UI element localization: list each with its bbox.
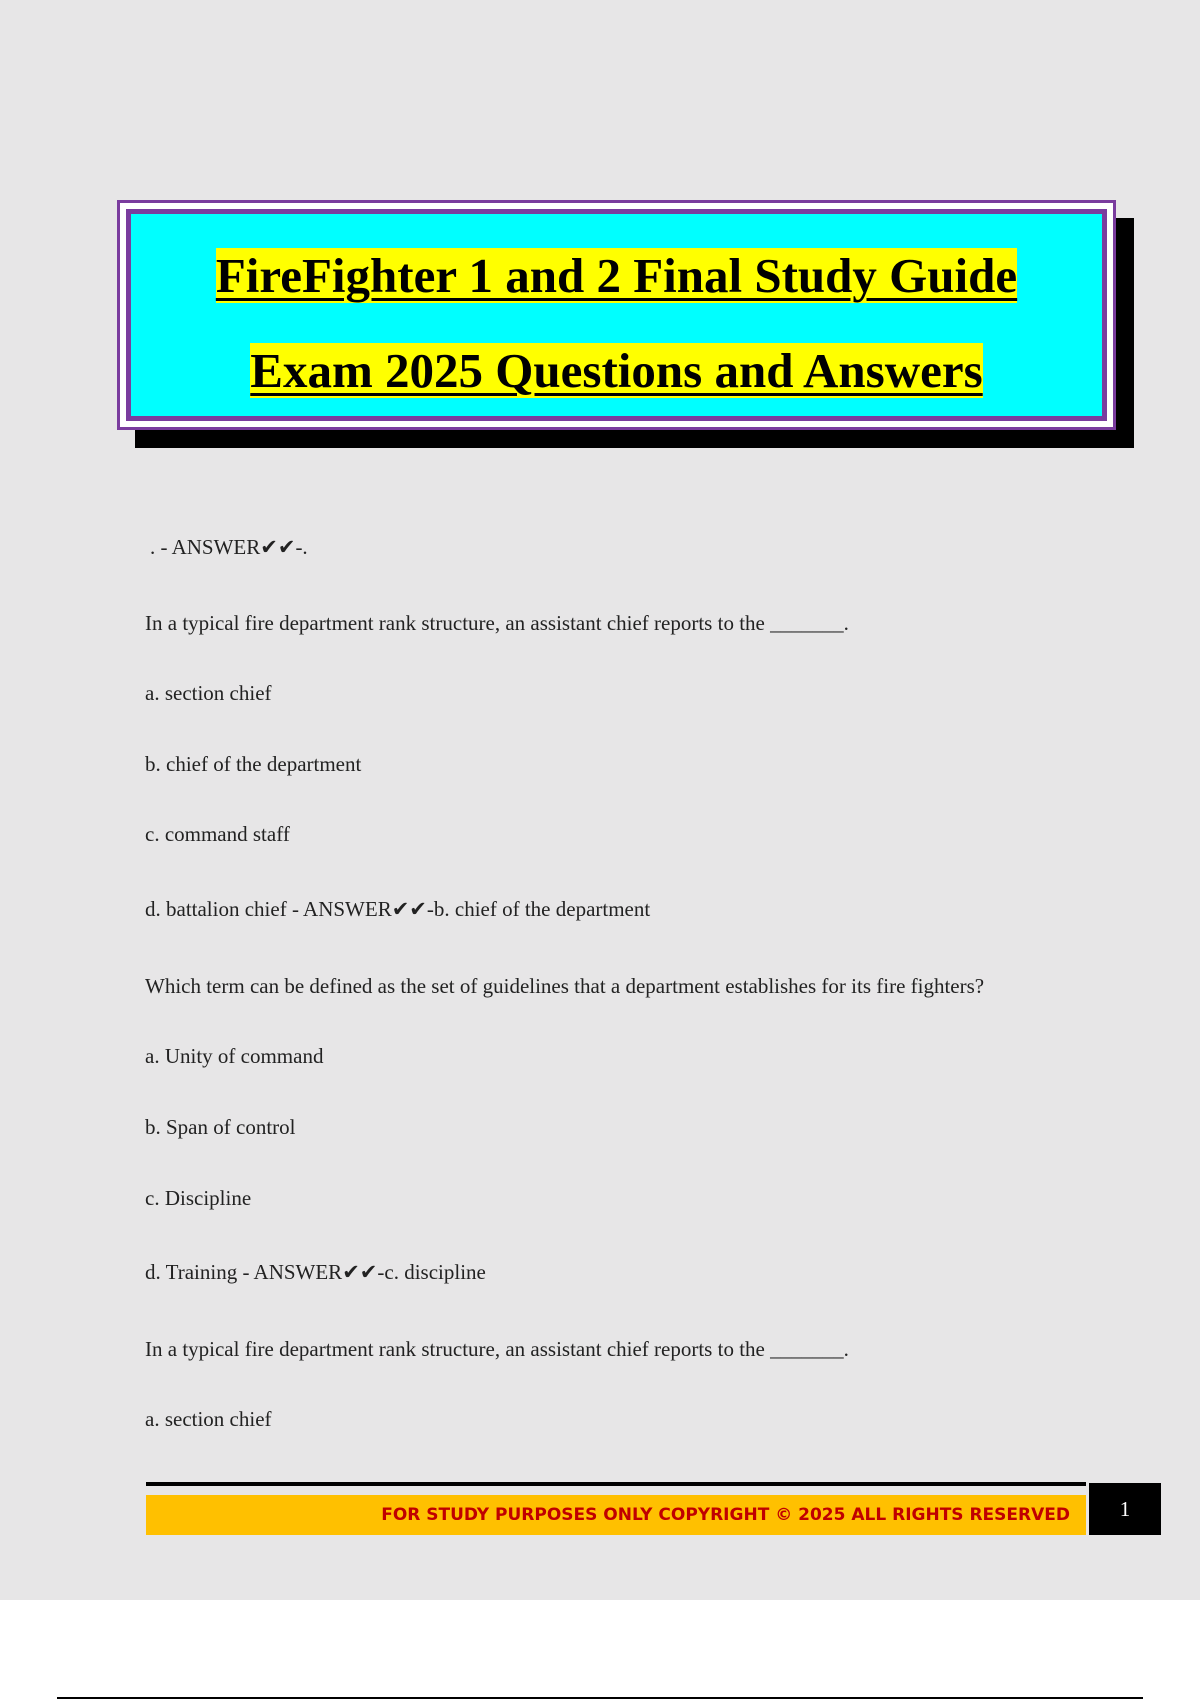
- page-number-box: [1089, 1483, 1161, 1535]
- answer-line: . - ANSWER✔✔-.: [150, 535, 308, 559]
- title-box: [117, 200, 1116, 430]
- title-line-1: FireFighter 1 and 2 Final Study Guide: [215, 248, 1018, 303]
- document-title: [131, 228, 1102, 418]
- option-text: a. section chief: [145, 1407, 272, 1431]
- option-text: b. chief of the department: [145, 752, 362, 776]
- option-text: c. Discipline: [145, 1186, 252, 1210]
- title-line-2: Exam 2025 Questions and Answers: [250, 343, 983, 398]
- option-text: a. Unity of command: [145, 1044, 324, 1068]
- footer-bar: [146, 1495, 1086, 1535]
- option-with-answer: d. Training - ANSWER✔✔-c. discipline: [145, 1260, 486, 1284]
- option-text: c. command staff: [145, 822, 290, 846]
- question-text: In a typical fire department rank structure, an assistant chief reports to the _______.: [145, 1337, 849, 1361]
- option-text: a. section chief: [145, 681, 272, 705]
- copyright-notice: FOR STUDY PURPOSES ONLY COPYRIGHT © 2025 ALL RIGHTS RESERVED: [381, 1505, 1070, 1525]
- page-number: 1: [1119, 1497, 1131, 1521]
- next-page-rule: [57, 1697, 1143, 1699]
- title-box-inner: [126, 209, 1107, 421]
- option-text: b. Span of control: [145, 1115, 296, 1139]
- footer-rule: [146, 1482, 1086, 1486]
- option-with-answer: d. battalion chief - ANSWER✔✔-b. chief of the department: [145, 897, 651, 921]
- question-text: Which term can be defined as the set of guidelines that a department establishes for its fire fighters?: [145, 974, 985, 998]
- question-text: In a typical fire department rank structure, an assistant chief reports to the _______.: [145, 611, 849, 635]
